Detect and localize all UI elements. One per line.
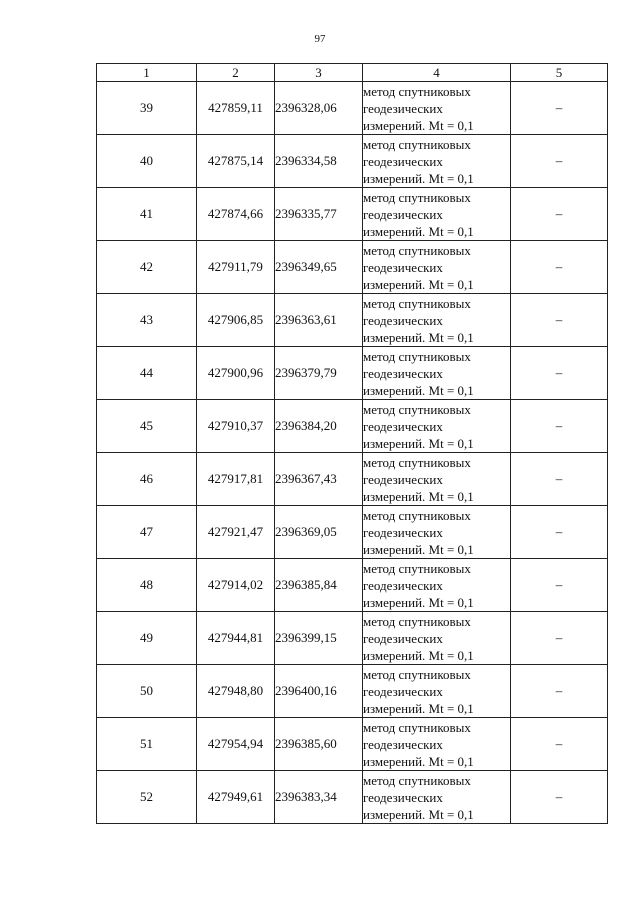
- method-cell: [363, 506, 511, 559]
- point-number-cell: 45: [97, 400, 197, 453]
- x-coordinate-cell: 427921,47: [197, 506, 275, 559]
- x-coordinate-cell: 427874,66: [197, 188, 275, 241]
- y-coordinate-cell: 2396379,79: [275, 347, 363, 400]
- point-number-cell: 46: [97, 453, 197, 506]
- method-cell: [363, 718, 511, 771]
- method-line: измерений. Mt = 0,1: [363, 541, 474, 557]
- point-number-cell: 49: [97, 612, 197, 665]
- method-line: метод спутниковых: [363, 242, 471, 258]
- note-cell: –: [511, 400, 608, 453]
- header-cell: 3: [275, 64, 363, 82]
- point-number-cell: 47: [97, 506, 197, 559]
- method-cell: [363, 241, 511, 294]
- table-row: [97, 612, 608, 665]
- method-line: геодезических: [363, 789, 443, 805]
- method-line: измерений. Mt = 0,1: [363, 647, 474, 663]
- point-number-cell: 39: [97, 82, 197, 135]
- table-row: [97, 718, 608, 771]
- x-coordinate-cell: 427910,37: [197, 400, 275, 453]
- point-number-cell: 42: [97, 241, 197, 294]
- method-line: измерений. Mt = 0,1: [363, 488, 474, 504]
- method-line: метод спутниковых: [363, 295, 471, 311]
- point-number-cell: 41: [97, 188, 197, 241]
- y-coordinate-cell: 2396328,06: [275, 82, 363, 135]
- y-coordinate-cell: 2396400,16: [275, 665, 363, 718]
- y-coordinate-cell: 2396367,43: [275, 453, 363, 506]
- method-line: измерений. Mt = 0,1: [363, 170, 474, 186]
- note-cell: –: [511, 82, 608, 135]
- x-coordinate-cell: 427875,14: [197, 135, 275, 188]
- method-line: метод спутниковых: [363, 348, 471, 364]
- x-coordinate-cell: 427914,02: [197, 559, 275, 612]
- method-line: геодезических: [363, 312, 443, 328]
- method-line: метод спутниковых: [363, 772, 471, 788]
- table-row: [97, 400, 608, 453]
- method-line: метод спутниковых: [363, 136, 471, 152]
- y-coordinate-cell: 2396385,84: [275, 559, 363, 612]
- method-line: метод спутниковых: [363, 454, 471, 470]
- method-cell: [363, 665, 511, 718]
- method-line: геодезических: [363, 736, 443, 752]
- method-line: измерений. Mt = 0,1: [363, 223, 474, 239]
- x-coordinate-cell: 427906,85: [197, 294, 275, 347]
- x-coordinate-cell: 427900,96: [197, 347, 275, 400]
- method-line: геодезических: [363, 206, 443, 222]
- note-cell: –: [511, 135, 608, 188]
- x-coordinate-cell: 427954,94: [197, 718, 275, 771]
- table-body: [97, 82, 608, 824]
- method-line: метод спутниковых: [363, 189, 471, 205]
- note-cell: –: [511, 188, 608, 241]
- y-coordinate-cell: 2396349,65: [275, 241, 363, 294]
- method-line: геодезических: [363, 524, 443, 540]
- method-line: геодезических: [363, 630, 443, 646]
- coordinates-table: [96, 63, 608, 824]
- method-line: геодезических: [363, 153, 443, 169]
- table-row: [97, 771, 608, 824]
- note-cell: –: [511, 241, 608, 294]
- method-line: измерений. Mt = 0,1: [363, 435, 474, 451]
- method-cell: [363, 347, 511, 400]
- point-number-cell: 43: [97, 294, 197, 347]
- table-row: [97, 453, 608, 506]
- method-cell: [363, 612, 511, 665]
- method-cell: [363, 400, 511, 453]
- header-cell: 5: [511, 64, 608, 82]
- table-row: [97, 135, 608, 188]
- method-line: измерений. Mt = 0,1: [363, 700, 474, 716]
- y-coordinate-cell: 2396363,61: [275, 294, 363, 347]
- point-number-cell: 44: [97, 347, 197, 400]
- method-line: геодезических: [363, 471, 443, 487]
- method-line: геодезических: [363, 418, 443, 434]
- method-cell: [363, 771, 511, 824]
- header-cell: 2: [197, 64, 275, 82]
- table-row: [97, 188, 608, 241]
- y-coordinate-cell: 2396383,34: [275, 771, 363, 824]
- method-line: геодезических: [363, 577, 443, 593]
- table-row: [97, 559, 608, 612]
- note-cell: –: [511, 718, 608, 771]
- point-number-cell: 48: [97, 559, 197, 612]
- table-row: [97, 294, 608, 347]
- note-cell: –: [511, 559, 608, 612]
- method-line: метод спутниковых: [363, 401, 471, 417]
- method-line: измерений. Mt = 0,1: [363, 117, 474, 133]
- table-row: [97, 665, 608, 718]
- y-coordinate-cell: 2396384,20: [275, 400, 363, 453]
- method-line: измерений. Mt = 0,1: [363, 276, 474, 292]
- x-coordinate-cell: 427944,81: [197, 612, 275, 665]
- method-cell: [363, 188, 511, 241]
- y-coordinate-cell: 2396334,58: [275, 135, 363, 188]
- method-line: метод спутниковых: [363, 719, 471, 735]
- header-cell: 1: [97, 64, 197, 82]
- method-line: измерений. Mt = 0,1: [363, 382, 474, 398]
- method-line: метод спутниковых: [363, 560, 471, 576]
- note-cell: –: [511, 771, 608, 824]
- method-line: метод спутниковых: [363, 83, 471, 99]
- x-coordinate-cell: 427948,80: [197, 665, 275, 718]
- header-cell: 4: [363, 64, 511, 82]
- method-cell: [363, 453, 511, 506]
- method-line: геодезических: [363, 100, 443, 116]
- method-line: геодезических: [363, 683, 443, 699]
- x-coordinate-cell: 427917,81: [197, 453, 275, 506]
- method-line: измерений. Mt = 0,1: [363, 329, 474, 345]
- method-line: геодезических: [363, 259, 443, 275]
- method-cell: [363, 294, 511, 347]
- point-number-cell: 51: [97, 718, 197, 771]
- method-line: метод спутниковых: [363, 507, 471, 523]
- x-coordinate-cell: 427911,79: [197, 241, 275, 294]
- x-coordinate-cell: 427949,61: [197, 771, 275, 824]
- method-line: измерений. Mt = 0,1: [363, 806, 474, 822]
- page-number: 97: [314, 33, 326, 45]
- method-line: измерений. Mt = 0,1: [363, 753, 474, 769]
- point-number-cell: 52: [97, 771, 197, 824]
- table-row: [97, 241, 608, 294]
- point-number-cell: 50: [97, 665, 197, 718]
- note-cell: –: [511, 294, 608, 347]
- y-coordinate-cell: 2396385,60: [275, 718, 363, 771]
- method-cell: [363, 559, 511, 612]
- note-cell: –: [511, 453, 608, 506]
- method-line: геодезических: [363, 365, 443, 381]
- x-coordinate-cell: 427859,11: [197, 82, 275, 135]
- method-line: метод спутниковых: [363, 613, 471, 629]
- note-cell: –: [511, 612, 608, 665]
- note-cell: –: [511, 506, 608, 559]
- y-coordinate-cell: 2396399,15: [275, 612, 363, 665]
- method-line: измерений. Mt = 0,1: [363, 594, 474, 610]
- point-number-cell: 40: [97, 135, 197, 188]
- note-cell: –: [511, 347, 608, 400]
- note-cell: –: [511, 665, 608, 718]
- method-cell: [363, 82, 511, 135]
- table-header-row: [97, 64, 608, 82]
- y-coordinate-cell: 2396335,77: [275, 188, 363, 241]
- method-cell: [363, 135, 511, 188]
- table-row: [97, 506, 608, 559]
- table-row: [97, 82, 608, 135]
- method-line: метод спутниковых: [363, 666, 471, 682]
- y-coordinate-cell: 2396369,05: [275, 506, 363, 559]
- table-row: [97, 347, 608, 400]
